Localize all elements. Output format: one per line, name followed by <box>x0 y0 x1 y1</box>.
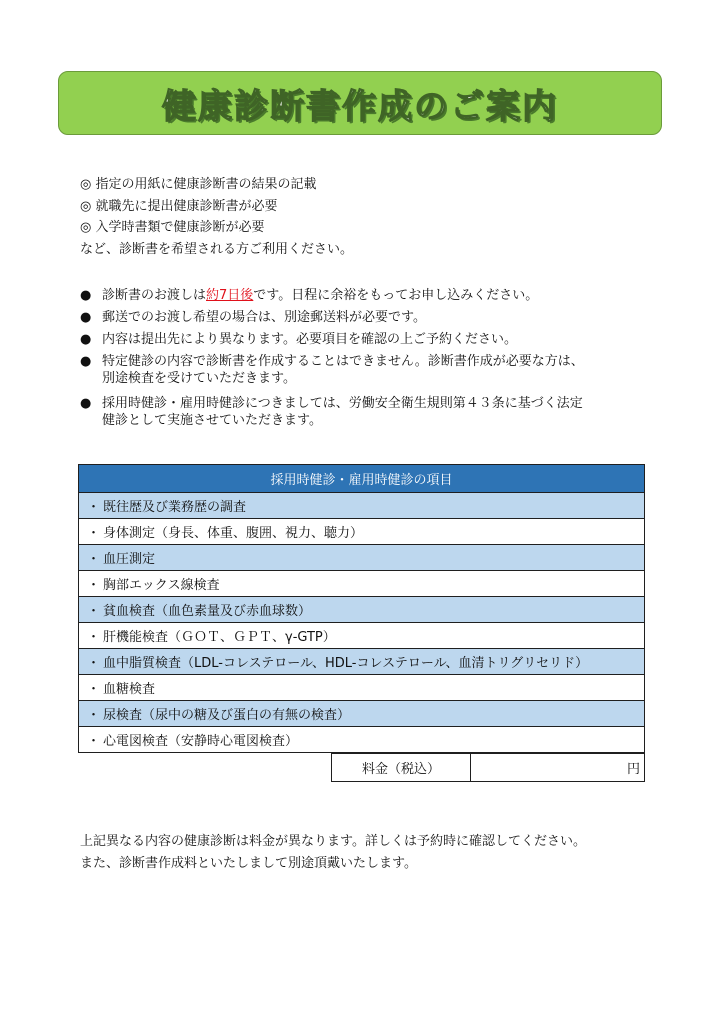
bullet-icon: ● <box>80 310 92 325</box>
note-item <box>80 353 660 387</box>
table-row: ・ 既往歴及び業務歴の調査 <box>79 493 645 519</box>
note-text: 郵送でのお渡し希望の場合は、別途郵送料が必要です。 <box>102 310 426 325</box>
table-row: ・ 肝機能検査（ＧＯＴ、ＧＰＴ、γ-GTP） <box>79 623 645 649</box>
table-cell: 貧血検査（血色素量及び赤血球数） <box>103 604 312 619</box>
table-cell: 尿検査（尿中の糖及び蛋白の有無の検査） <box>103 708 351 723</box>
table-row: ・ 貧血検査（血色素量及び赤血球数） <box>79 597 645 623</box>
table-row: ・ 身体測定（身長、体重、腹囲、視力、聴力） <box>79 519 645 545</box>
note-item <box>80 309 660 326</box>
footer-line: また、診断書作成料といたしまして別途頂戴いたします。 <box>80 856 417 871</box>
bullet-icon: ● <box>80 332 92 347</box>
intro-list <box>80 174 353 260</box>
table-row: ・ 心電図検査（安静時心電図検査） <box>79 727 645 753</box>
table-row: ・ 尿検査（尿中の糖及び蛋白の有無の検査） <box>79 701 645 727</box>
note-text: です。日程に余裕をもってお申し込みください。 <box>253 288 539 303</box>
table-row: ・ 血圧測定 <box>79 545 645 571</box>
notes-list <box>80 287 660 434</box>
intro-line: など、診断書を希望される方ご利用ください。 <box>80 241 354 257</box>
table-cell: 身体測定（身長、体重、腹囲、視力、聴力） <box>103 526 364 541</box>
note-text: 健診として実施させていただきます。 <box>102 413 322 428</box>
table-cell: 既往歴及び業務歴の調査 <box>103 500 247 515</box>
footer-notes <box>80 831 586 875</box>
page-title: 健康診断書作成のご案内 <box>162 86 558 127</box>
note-text: 特定健診の内容で診断書を作成することはできません。診断書作成が必要な方は、 <box>102 354 584 369</box>
table-row: ・ 血糖検査 <box>79 675 645 701</box>
table-cell: 血中脂質検査（LDL-コレステロール、HDL-コレステロール、血清トリグリセリド） <box>103 656 589 671</box>
table-cell: 肝機能検査（ＧＯＴ、ＧＰＴ、γ-GTP） <box>103 630 336 645</box>
note-item <box>80 331 660 348</box>
note-text: 診断書のお渡しは <box>102 288 207 303</box>
bullet-icon: ● <box>80 396 92 411</box>
note-text: 別途検査を受けていただきます。 <box>102 371 296 386</box>
intro-line: ◎ 入学時書類で健康診断が必要 <box>80 220 265 235</box>
table-cell: 血圧測定 <box>103 552 156 567</box>
intro-line: ◎ 指定の用紙に健康診断書の結果の記載 <box>80 177 317 192</box>
table-row: ・ 血中脂質検査（LDL-コレステロール、HDL-コレステロール、血清トリグリセリド） <box>79 649 645 675</box>
intro-line: ◎ 就職先に提出健康診断書が必要 <box>80 198 278 214</box>
note-text: 内容は提出先により異なります。必要項目を確認の上ご予約ください。 <box>102 332 517 347</box>
exam-items-table <box>78 464 645 753</box>
table-cell: 血糖検査 <box>103 682 156 697</box>
price-label: 料金（税込） <box>332 754 471 782</box>
note-text: 採用時健診・雇用時健診につきましては、労働安全衛生規則第４３条に基づく法定 <box>102 396 583 411</box>
table-cell: 心電図検査（安静時心電図検査） <box>103 734 299 749</box>
price-value: 円 <box>471 754 645 782</box>
footer-line: 上記異なる内容の健康診断は料金が異なります。詳しくは予約時に確認してください。 <box>80 834 586 849</box>
table-header: 採用時健診・雇用時健診の項目 <box>79 465 645 493</box>
title-banner <box>58 71 662 135</box>
note-item <box>80 287 660 304</box>
note-emphasis: 約7日後 <box>206 288 254 303</box>
note-item <box>80 395 660 429</box>
price-table <box>331 753 645 782</box>
table-row: ・ 胸部エックス線検査 <box>79 571 645 597</box>
bullet-icon: ● <box>80 354 92 369</box>
table-cell: 胸部エックス線検査 <box>103 578 220 593</box>
bullet-icon: ● <box>80 288 92 303</box>
